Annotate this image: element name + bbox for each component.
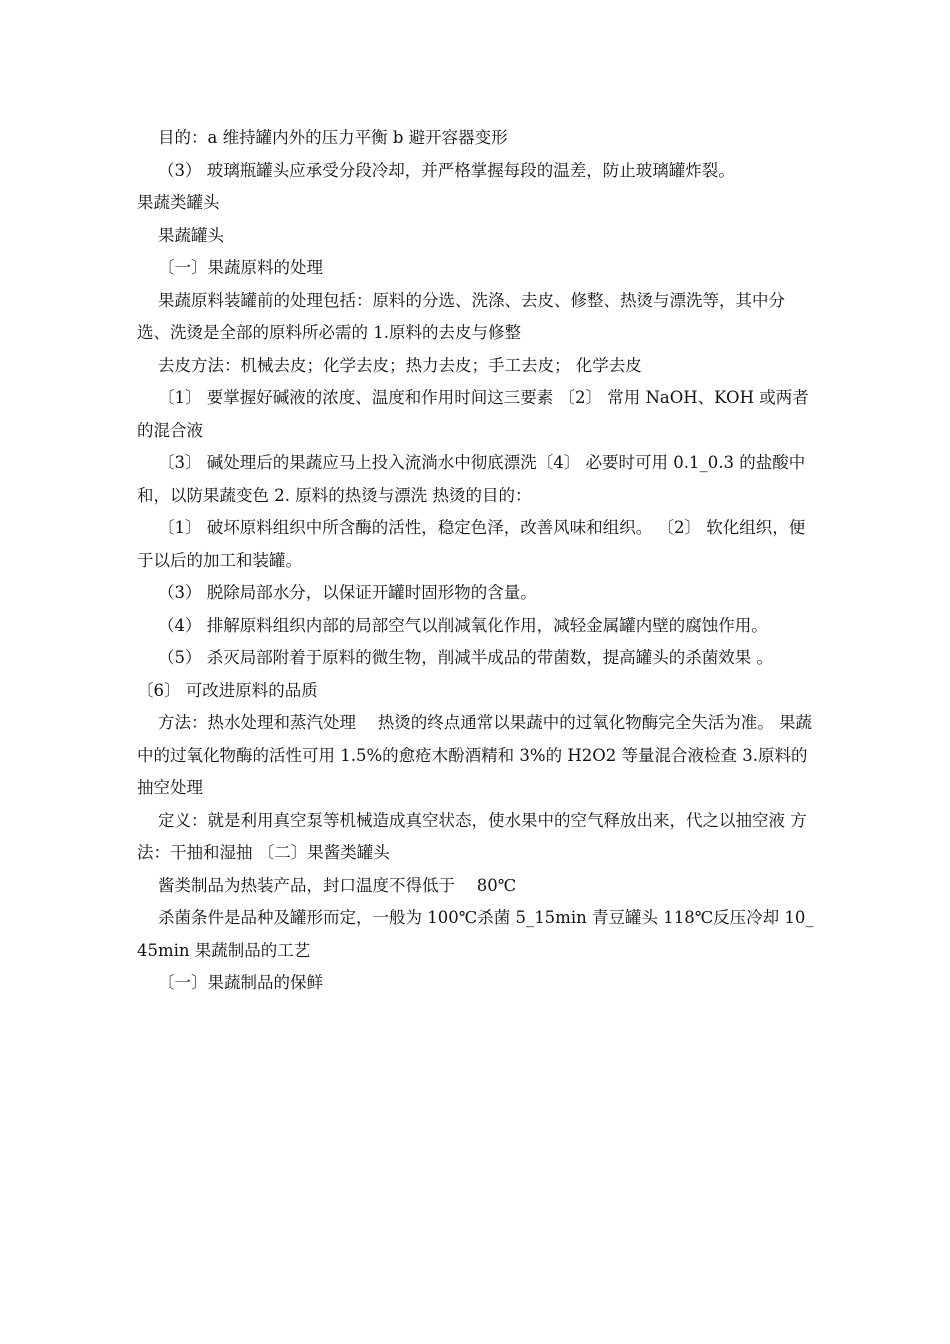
paragraph-jam-sealing-temp: 酱类制品为热装产品，封口温度不得低于 80℃ <box>158 875 517 895</box>
heading-preservation: 〔一〕果蔬制品的保鲜 <box>158 973 323 992</box>
paragraph-alkali-rinse: 〔3〕 碱处理后的果蔬应马上投入流淌水中彻底漂洗〔4〕 必要时可用 0.1_0.3 的盐酸中和，以防果蔬变色 2. 原料的热烫与漂洗 热烫的目的： <box>137 453 806 505</box>
paragraph-glass-jar-cooling: （3） 玻璃瓶罐头应承受分段冷却，并严格掌握每段的温差，防止玻璃罐炸裂。 <box>158 160 735 180</box>
paragraph-blanching-purpose-4: （4） 排解原料组织内部的局部空气以削减氧化作用，减轻金属罐内壁的腐蚀作用。 <box>158 615 768 635</box>
heading-raw-material-processing: 〔一〕果蔬原料的处理 <box>158 258 323 277</box>
paragraph-alkali-factors: 〔1〕 要掌握好碱液的浓度、温度和作用时间这三要素 〔2〕 常用 NaOH、KOH 或两者的混合液 <box>137 388 809 440</box>
paragraph-pretreatment: 果蔬原料装罐前的处理包括：原料的分选、洗涤、去皮、修整、热烫与漂洗等，其中分选、洗烫是全部的原料所必需的 1.原料的去皮与修整 <box>137 290 785 342</box>
document-page <box>137 122 817 1000</box>
paragraph-blanching-purpose-5: （5） 杀灭局部附着于原料的微生物，削减半成品的带菌数，提高罐头的杀菌效果 。 〔6〕 可改进原料的品质 <box>137 648 773 700</box>
paragraph-peeling-methods: 去皮方法：机械去皮；化学去皮；热力去皮；手工去皮； 化学去皮 <box>158 355 642 375</box>
paragraph-blanching-purpose-1: 〔1〕 破坏原料组织中所含酶的活性，稳定色泽，改善风味和组织。 〔2〕 软化组织，便于以后的加工和装罐。 <box>137 518 806 570</box>
paragraph-blanching-purpose-3: （3） 脱除局部水分，以保证开罐时固形物的含量。 <box>158 583 537 602</box>
heading-fruit-vegetable-cans: 果蔬类罐头 <box>137 193 220 212</box>
paragraph-blanching-method: 方法：热水处理和蒸汽处理 热烫的终点通常以果蔬中的过氧化物酶完全失活为准。 果蔬中的过氧化物酶的活性可用 1.5%的愈疮木酚酒精和 3%的 H2O2 等量混合液检查 3.原料的抽空处理 <box>137 713 812 797</box>
heading-fruit-vegetable-can: 果蔬罐头 <box>158 225 224 245</box>
paragraph-purpose: 目的：a 维持罐内外的压力平衡 b 避开容器变形 <box>158 128 508 147</box>
paragraph-vacuum-definition: 定义：就是利用真空泵等机械造成真空状态，使水果中的空气释放出来，代之以抽空液 方法：干抽和湿抽 〔二〕果酱类罐头 <box>137 810 807 862</box>
paragraph-sterilization-conditions: 杀菌条件是品种及罐形而定，一般为 100℃杀菌 5_15min 青豆罐头 118℃反压冷却 10_45min 果蔬制品的工艺 <box>137 908 814 960</box>
